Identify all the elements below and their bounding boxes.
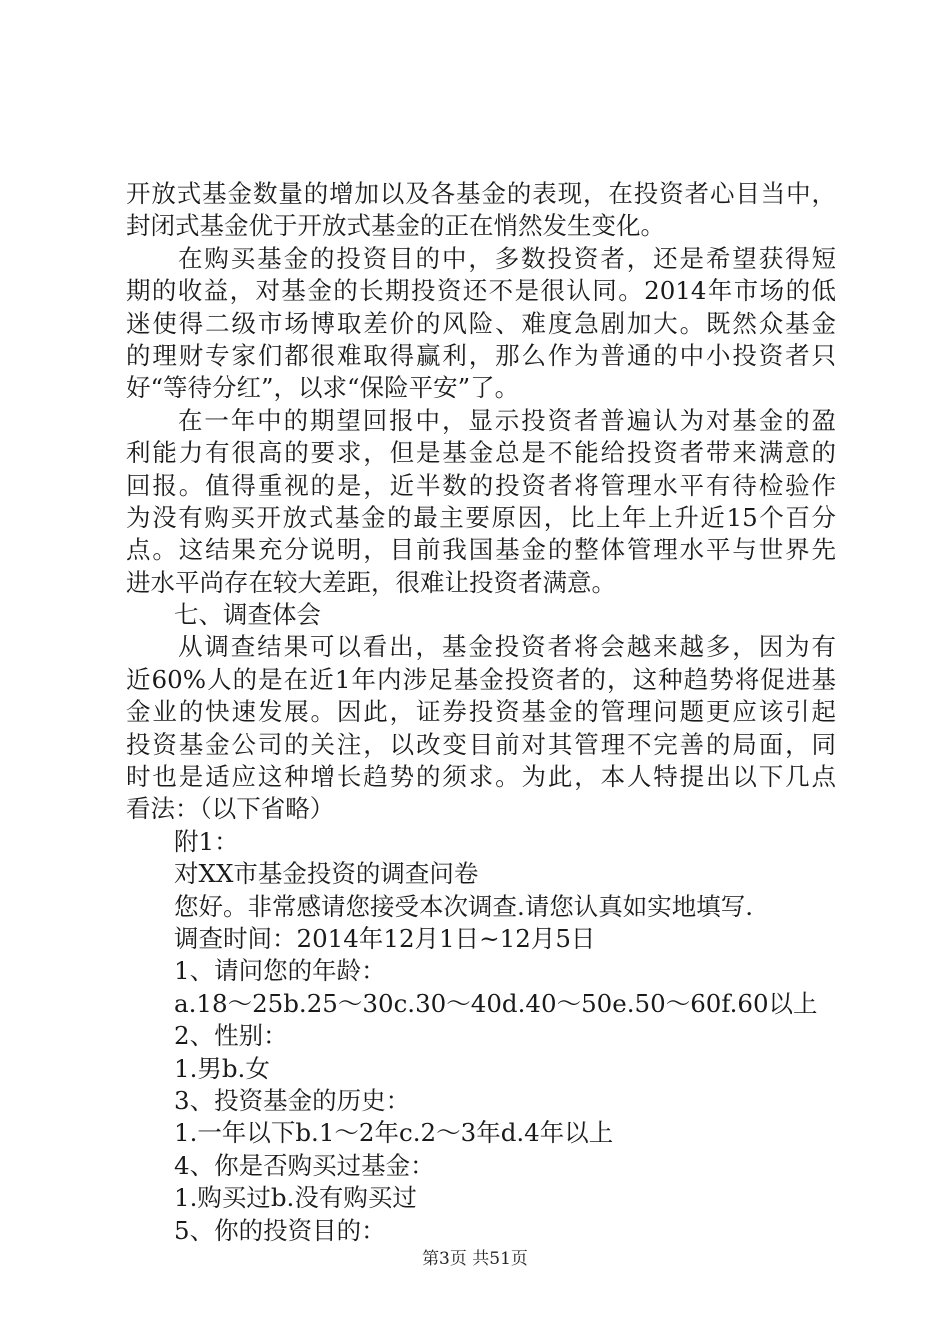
paragraph-start-line: 在一年中的期望回报中，显示投资者普遍认为对基金的盈: [178, 405, 836, 435]
text-line: 进水平尚存在较大差距，很难让投资者满意。: [126, 567, 616, 597]
text-line: 投资基金公司的关注，以改变目前对其管理不完善的局面，同: [126, 729, 836, 759]
text-line: 回报。值得重视的是，近半数的投资者将管理水平有待检验作: [126, 470, 836, 500]
text-line: 开放式基金数量的增加以及各基金的表现，在投资者心目当中，: [126, 179, 836, 208]
text-line: 近60%人的是在近1年内涉足基金投资者的，这种趋势将促进基: [126, 664, 836, 694]
page-footer: 第3页 共51页: [422, 1249, 528, 1269]
text-line: 迷使得二级市场博取差价的风险、难度急剧加大。既然众基金: [126, 308, 836, 338]
question-history: 3、投资基金的历史：: [174, 1085, 411, 1115]
questionnaire-greeting: 您好。非常感请您接受本次调查.请您认真如实地填写.: [174, 891, 754, 921]
question-age: 1、请问您的年龄：: [174, 956, 386, 986]
question-gender: 2、性别：: [174, 1021, 288, 1051]
options-gender: 1.男b.女: [174, 1053, 270, 1083]
text-line: 看法：（以下省略）: [126, 794, 335, 824]
survey-time: 调查时间：2014年12月1日~12月5日: [174, 923, 596, 953]
text-line: 封闭式基金优于开放式基金的正在悄然发生变化。: [126, 211, 665, 241]
text-line: 时也是适应这种增长趋势的须求。为此，本人特提出以下几点: [126, 762, 836, 792]
text-line: 为没有购买开放式基金的最主要原因，比上年上升近15个百分: [126, 502, 836, 532]
options-history: 1.一年以下b.1～2年c.2～3年d.4年以上: [174, 1118, 614, 1148]
appendix-label: 附1：: [174, 826, 239, 856]
text-line: 的理财专家们都很难取得赢利，那么作为普通的中小投资者只: [126, 340, 836, 370]
text-line: 利能力有很高的要求，但是基金总是不能给投资者带来满意的: [126, 438, 836, 468]
options-purchased: 1.购买过b.没有购买过: [174, 1183, 417, 1213]
text-line: 好“等待分红”，以求“保险平安”了。: [126, 373, 520, 403]
text-line: 期的收益，对基金的长期投资还不是很认同。2014年市场的低: [126, 276, 836, 306]
question-purpose: 5、你的投资目的：: [174, 1215, 386, 1245]
section-heading: 七、调查体会: [174, 600, 321, 630]
question-purchased: 4、你是否购买过基金：: [174, 1150, 435, 1180]
text-line: 点。这结果充分说明，目前我国基金的整体管理水平与世界先: [126, 535, 836, 565]
paragraph-start-line: 在购买基金的投资目的中，多数投资者，还是希望获得短: [178, 243, 836, 273]
paragraph-start-line: 从调查结果可以看出，基金投资者将会越来越多，因为有: [178, 632, 836, 662]
questionnaire-title: 对XX市基金投资的调查问卷: [174, 859, 479, 889]
text-line: 金业的快速发展。因此，证券投资基金的管理问题更应该引起: [126, 697, 836, 727]
options-age: a.18～25b.25～30c.30～40d.40～50e.50～60f.60以上: [174, 988, 818, 1018]
document-body: [126, 178, 836, 1247]
